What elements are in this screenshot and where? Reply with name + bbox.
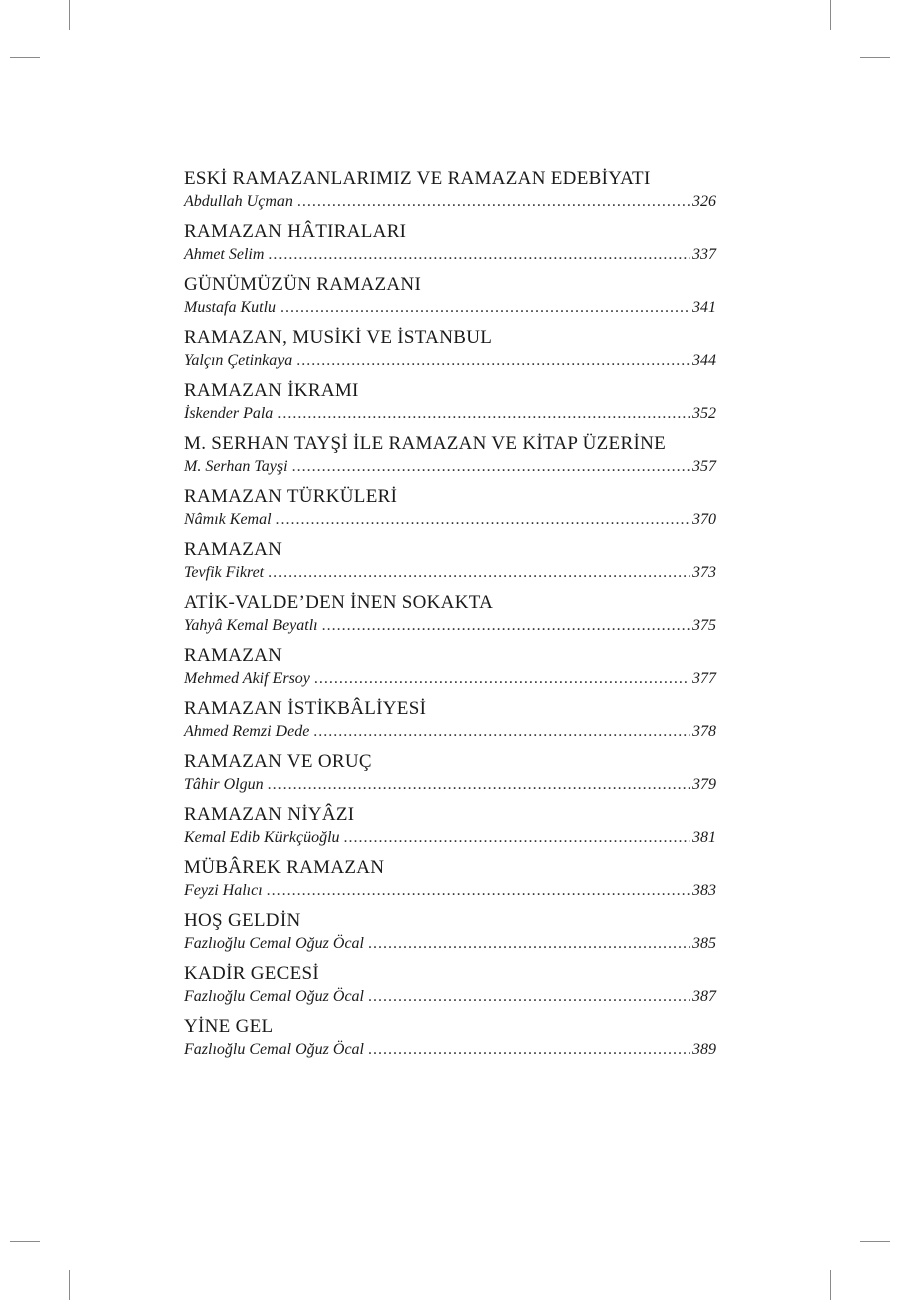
entry-author: Mustafa Kutlu xyxy=(184,299,277,316)
entry-page-number: 379 xyxy=(692,776,716,793)
entry-page-number: 352 xyxy=(692,405,716,422)
crop-mark-bottom-right xyxy=(830,1270,831,1300)
entry-page-number: 389 xyxy=(692,1041,716,1058)
entry-title: ESKİ RAMAZANLARIMIZ VE RAMAZAN EDEBİYATI xyxy=(184,168,651,189)
entry-author: Tâhir Olgun xyxy=(184,776,264,793)
dot-leader xyxy=(296,349,690,373)
crop-mark-left-top xyxy=(10,57,40,58)
entry-page-number: 385 xyxy=(692,935,716,952)
entry-line xyxy=(184,1038,716,1062)
dot-leader xyxy=(368,985,690,1009)
entry-author: Ahmet Selim xyxy=(184,246,265,263)
entry-title: RAMAZAN xyxy=(184,645,283,666)
entry-author: Fazlıoğlu Cemal Oğuz Öcal xyxy=(184,988,364,1005)
toc-entry[interactable] xyxy=(184,168,716,214)
entry-title: GÜNÜMÜZÜN RAMAZANI xyxy=(184,274,422,295)
toc-entry[interactable] xyxy=(184,274,716,320)
entry-author: Yalçın Çetinkaya xyxy=(184,352,293,369)
crop-mark-left-bottom xyxy=(10,1241,40,1242)
dot-leader xyxy=(292,455,690,479)
entry-title: M. SERHAN TAYŞİ İLE RAMAZAN VE KİTAP ÜZERİNE xyxy=(184,433,666,454)
toc-entry[interactable] xyxy=(184,433,716,479)
dot-leader xyxy=(344,826,690,850)
dot-leader xyxy=(368,1038,690,1062)
entry-page-number: 326 xyxy=(692,193,716,210)
toc-entry[interactable] xyxy=(184,963,716,1009)
toc-entry[interactable] xyxy=(184,592,716,638)
entry-line xyxy=(184,879,716,903)
entry-author: Fazlıoğlu Cemal Oğuz Öcal xyxy=(184,1041,364,1058)
crop-mark-right-bottom xyxy=(860,1241,890,1242)
entry-title: RAMAZAN HÂTIRALARI xyxy=(184,221,407,242)
entry-author: Nâmık Kemal xyxy=(184,511,272,528)
dot-leader xyxy=(313,720,690,744)
dot-leader xyxy=(267,879,690,903)
entry-author: M. Serhan Tayşi xyxy=(184,458,288,475)
toc-entry[interactable] xyxy=(184,698,716,744)
toc-entry[interactable] xyxy=(184,857,716,903)
dot-leader xyxy=(268,773,690,797)
dot-leader xyxy=(268,561,690,585)
dot-leader xyxy=(297,190,690,214)
entry-page-number: 375 xyxy=(692,617,716,634)
dot-leader xyxy=(280,296,690,320)
toc-entry[interactable] xyxy=(184,327,716,373)
toc-entry[interactable] xyxy=(184,804,716,850)
entry-author: Fazlıoğlu Cemal Oğuz Öcal xyxy=(184,935,364,952)
crop-mark-top-right xyxy=(830,0,831,30)
entry-line xyxy=(184,773,716,797)
entry-line xyxy=(184,561,716,585)
entry-line xyxy=(184,932,716,956)
entry-title: YİNE GEL xyxy=(184,1016,274,1037)
entry-title: RAMAZAN İSTİKBÂLİYESİ xyxy=(184,698,427,719)
entry-author: Feyzi Halıcı xyxy=(184,882,263,899)
dot-leader xyxy=(277,402,690,426)
entry-line xyxy=(184,720,716,744)
toc-entry[interactable] xyxy=(184,910,716,956)
entry-page-number: 337 xyxy=(692,246,716,263)
entry-title: RAMAZAN VE ORUÇ xyxy=(184,751,372,772)
entry-page-number: 387 xyxy=(692,988,716,1005)
entry-title: RAMAZAN xyxy=(184,539,283,560)
entry-author: İskender Pala xyxy=(184,405,274,422)
entry-title: RAMAZAN TÜRKÜLERİ xyxy=(184,486,398,507)
entry-page-number: 341 xyxy=(692,299,716,316)
entry-page-number: 377 xyxy=(692,670,716,687)
dot-leader xyxy=(368,932,690,956)
entry-author: Ahmed Remzi Dede xyxy=(184,723,310,740)
toc-entry[interactable] xyxy=(184,221,716,267)
entry-title: MÜBÂREK RAMAZAN xyxy=(184,857,385,878)
entry-title: RAMAZAN NİYÂZI xyxy=(184,804,355,825)
entry-title: KADİR GECESİ xyxy=(184,963,320,984)
table-of-contents xyxy=(184,168,716,1062)
entry-line xyxy=(184,826,716,850)
toc-entry[interactable] xyxy=(184,486,716,532)
crop-mark-right-top xyxy=(860,57,890,58)
entry-line xyxy=(184,349,716,373)
entry-page-number: 381 xyxy=(692,829,716,846)
toc-entry[interactable] xyxy=(184,539,716,585)
entry-line xyxy=(184,985,716,1009)
entry-page-number: 370 xyxy=(692,511,716,528)
crop-mark-top-left xyxy=(69,0,70,30)
entry-line xyxy=(184,296,716,320)
entry-line xyxy=(184,508,716,532)
dot-leader xyxy=(322,614,690,638)
toc-entry[interactable] xyxy=(184,380,716,426)
entry-line xyxy=(184,243,716,267)
dot-leader xyxy=(276,508,690,532)
entry-page-number: 373 xyxy=(692,564,716,581)
entry-author: Mehmed Akif Ersoy xyxy=(184,670,310,687)
entry-author: Abdullah Uçman xyxy=(184,193,293,210)
dot-leader xyxy=(268,243,690,267)
entry-author: Yahyâ Kemal Beyatlı xyxy=(184,617,318,634)
entry-author: Tevfik Fikret xyxy=(184,564,265,581)
toc-entry[interactable] xyxy=(184,645,716,691)
entry-line xyxy=(184,190,716,214)
crop-mark-bottom-left xyxy=(69,1270,70,1300)
entry-line xyxy=(184,402,716,426)
toc-entry[interactable] xyxy=(184,1016,716,1062)
entry-title: RAMAZAN, MUSİKİ VE İSTANBUL xyxy=(184,327,493,348)
entry-title: RAMAZAN İKRAMI xyxy=(184,380,359,401)
entry-line xyxy=(184,455,716,479)
entry-page-number: 383 xyxy=(692,882,716,899)
entry-page-number: 357 xyxy=(692,458,716,475)
entry-title: ATİK-VALDE’DEN İNEN SOKAKTA xyxy=(184,592,494,613)
entry-page-number: 344 xyxy=(692,352,716,369)
entry-line xyxy=(184,614,716,638)
entry-page-number: 378 xyxy=(692,723,716,740)
dot-leader xyxy=(314,667,690,691)
entry-author: Kemal Edib Kürkçüoğlu xyxy=(184,829,340,846)
entry-line xyxy=(184,667,716,691)
toc-entry[interactable] xyxy=(184,751,716,797)
entry-title: HOŞ GELDİN xyxy=(184,910,301,931)
